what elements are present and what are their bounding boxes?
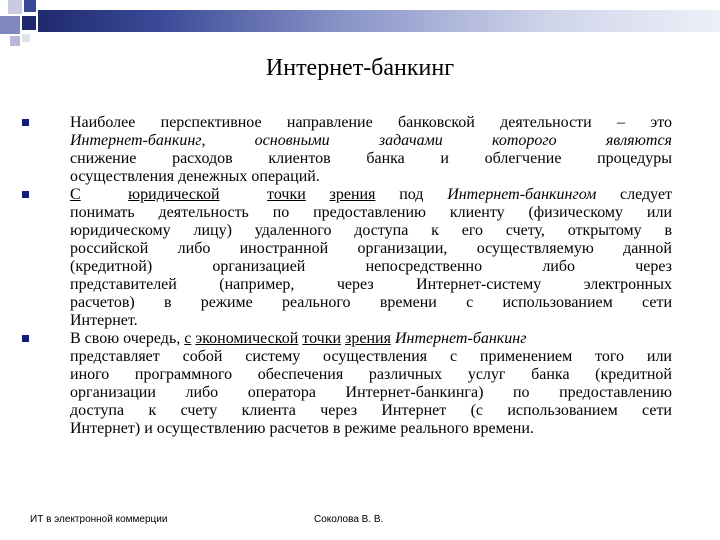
square-bullet-icon — [22, 119, 29, 126]
underlined-word: юридической — [128, 186, 220, 203]
text-line: организации либо оператора Интернет-банкинга) по предоставлению — [70, 384, 672, 401]
square-bullet-icon — [22, 335, 29, 342]
underlined-word: точки — [302, 330, 342, 347]
deco-square — [22, 34, 30, 42]
footer-course-title: ИТ в электронной коммерции — [30, 514, 168, 525]
text-line: снижение расходов клиентов банка и облегчение процедуры — [70, 150, 672, 167]
underlined-word: зрения — [329, 186, 376, 203]
text-line — [70, 186, 672, 204]
underlined-word: зрения — [345, 330, 391, 347]
deco-square — [8, 0, 22, 14]
text-line — [70, 132, 672, 150]
word: В свою очередь, — [70, 330, 181, 347]
bullet-item-2 — [22, 186, 672, 330]
text-line: понимать деятельность по предоставлению клиенту (физическому или — [70, 204, 672, 221]
slide-title: Интернет-банкинг — [265, 55, 455, 81]
word: следует — [620, 186, 673, 203]
deco-square — [22, 16, 36, 30]
text-line — [70, 330, 672, 348]
bullet-item-1 — [22, 114, 672, 186]
text-line: российской либо иностранной организации, осуществляемую данной — [70, 240, 672, 257]
term-italic: Интернет-банкинг — [394, 330, 527, 347]
text-line: доступа к счету клиента через Интернет (с использованием сети — [70, 402, 672, 419]
underlined-word: с — [184, 330, 192, 347]
text-line: представляет собой систему осуществления с применением того или — [70, 348, 672, 365]
text-line: Интернет) и осуществлению расчетов в режиме реального времени. — [70, 420, 534, 437]
word: под — [399, 186, 424, 203]
deco-square — [0, 16, 20, 34]
header-gradient-bar — [38, 10, 720, 32]
bullet-list — [22, 114, 672, 438]
text-line: осуществления денежных операций. — [70, 168, 320, 185]
footer-author: Соколова В. В. — [314, 514, 384, 525]
text-line: представителей (например, через Интернет-систему электронных — [70, 276, 672, 293]
square-bullet-icon — [22, 191, 29, 198]
underlined-word: экономической — [195, 330, 299, 347]
text-line: Интернет. — [70, 312, 138, 329]
deco-square — [24, 0, 36, 12]
text-line: иного программного обеспечения различных услуг банка (кредитной — [70, 366, 672, 383]
text-line: расчетов) в режиме реального времени с использованием сети — [70, 294, 672, 311]
bullet-item-3 — [22, 330, 672, 438]
text-line: Наиболее перспективное направление банковской деятельности – это — [70, 114, 672, 131]
term-italic: Интернет-банкинг, основными задачами которого являются — [70, 132, 672, 149]
text-line: (кредитной) организацией непосредственно либо через — [70, 258, 672, 275]
term-italic: Интернет-банкингом — [447, 186, 597, 203]
deco-square — [10, 36, 20, 46]
text-line: юридическому лицу) удаленного доступа к его счету, открытому в — [70, 222, 672, 239]
underlined-word: С — [70, 186, 81, 203]
underlined-word: точки — [267, 186, 306, 203]
